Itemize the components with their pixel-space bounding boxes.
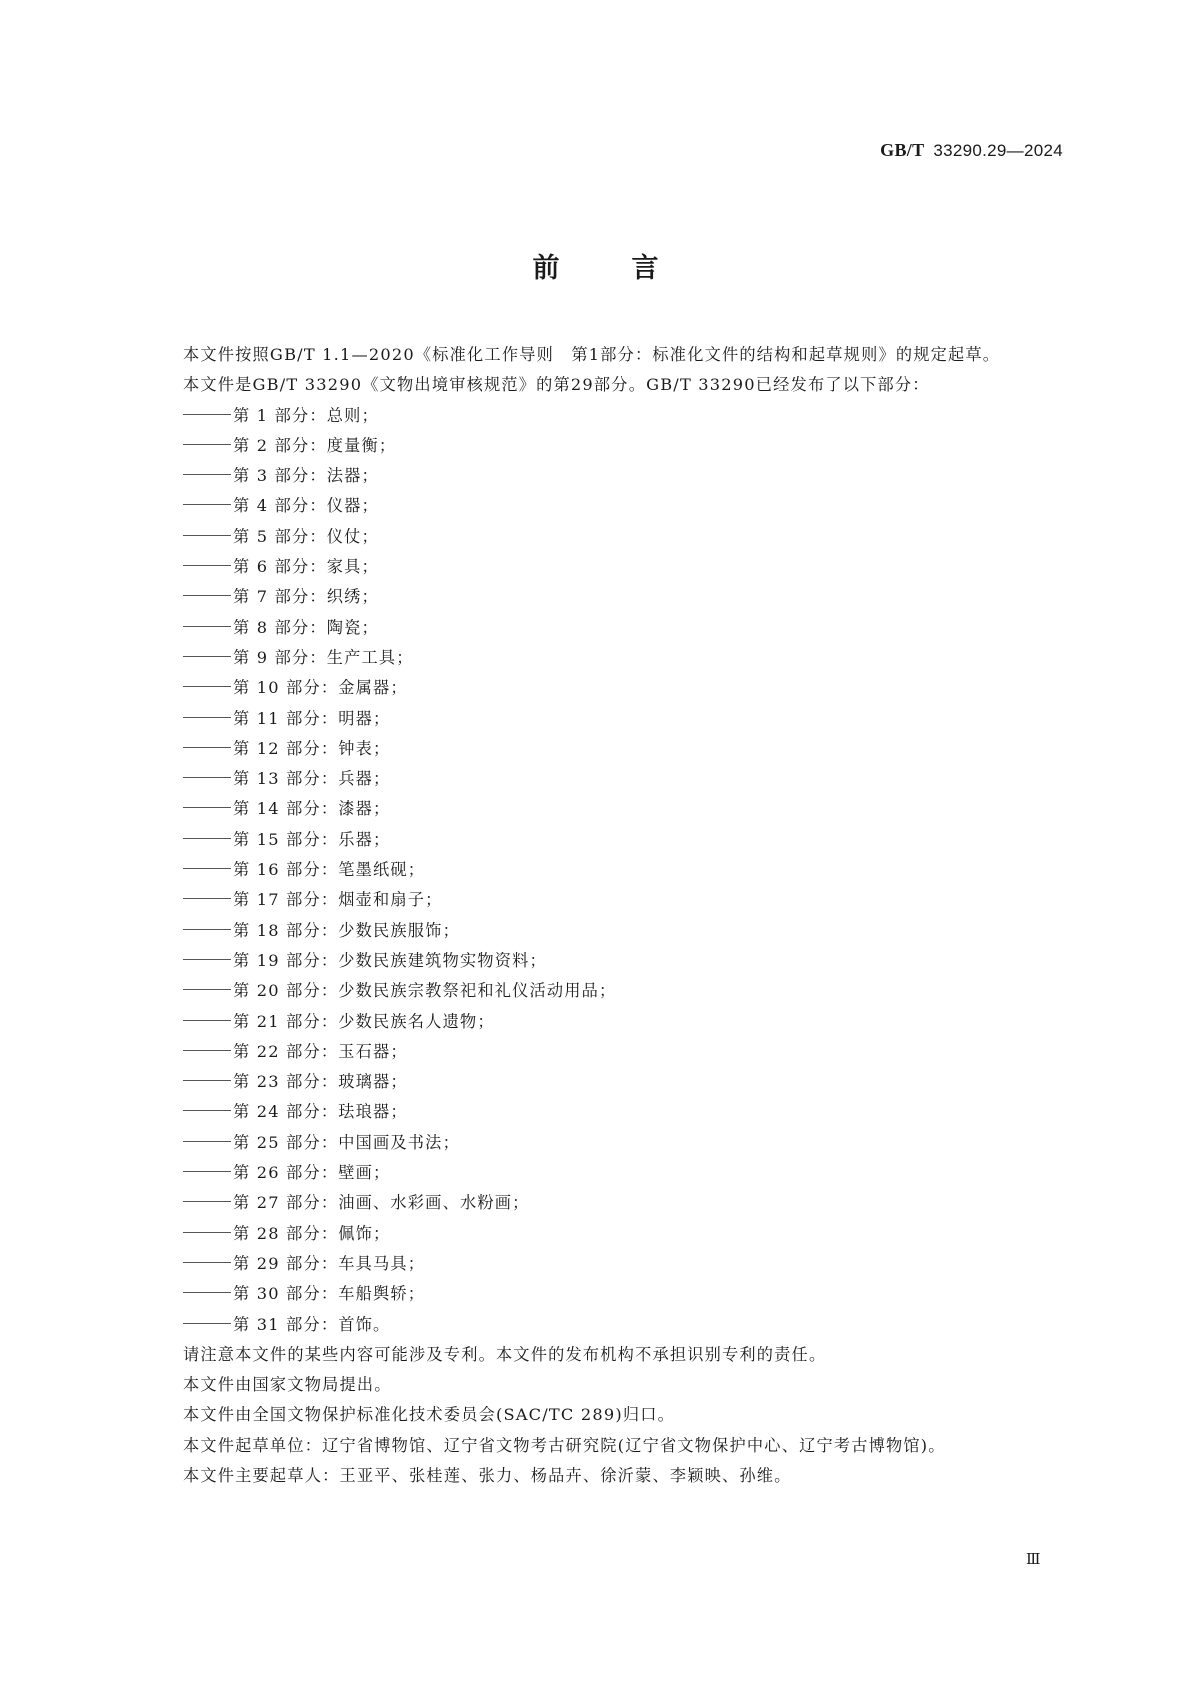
foreword-body (143, 340, 1073, 1491)
proposer-statement: 本文件由国家文物局提出。 (183, 1375, 392, 1395)
patent-notice: 请注意本文件的某些内容可能涉及专利。本文件的发布机构不承担识别专利的责任。 (183, 1344, 827, 1364)
dash-bullet-icon (183, 777, 231, 778)
list-item: 第 5 部分：仪仗； (143, 522, 1073, 552)
list-item: 第 1 部分：总则； (143, 401, 1073, 431)
dash-bullet-icon (183, 656, 231, 657)
list-item: 第 17 部分：烟壶和扇子； (143, 885, 1073, 915)
intro-paragraph-drafting-rules: 本文件按照GB/T 1.1—2020《标准化工作导则 第1部分：标准化文件的结构和起草规则》的规定起草。 (183, 345, 1001, 364)
dash-bullet-icon (183, 444, 231, 445)
dash-bullet-icon (183, 1171, 231, 1172)
list-item: 第 28 部分：佩饰； (143, 1219, 1073, 1249)
dash-bullet-icon (183, 474, 231, 475)
dash-bullet-icon (183, 989, 231, 990)
published-parts-list (143, 401, 1073, 1340)
dash-bullet-icon (183, 565, 231, 566)
dash-bullet-icon (183, 1050, 231, 1051)
list-item: 第 29 部分：车具马具； (143, 1249, 1073, 1279)
list-item: 第 15 部分：乐器； (143, 825, 1073, 855)
dash-bullet-icon (183, 686, 231, 687)
list-item: 第 9 部分：生产工具； (143, 643, 1073, 673)
list-item: 第 22 部分：玉石器； (143, 1037, 1073, 1067)
list-item: 第 7 部分：织绣； (143, 582, 1073, 612)
dash-bullet-icon (183, 1292, 231, 1293)
list-item: 第 18 部分：少数民族服饰； (143, 916, 1073, 946)
standard-number: 33290.29—2024 (933, 141, 1063, 160)
committee-statement: 本文件由全国文物保护标准化技术委员会(SAC/TC 289)归口。 (183, 1405, 676, 1425)
dash-bullet-icon (183, 807, 231, 808)
list-item: 第 11 部分：明器； (143, 704, 1073, 734)
list-item: 第 19 部分：少数民族建筑物实物资料； (143, 946, 1073, 976)
list-item: 第 13 部分：兵器； (143, 764, 1073, 794)
drafting-authors: 本文件主要起草人：王亚平、张桂莲、张力、杨品卉、徐沂蒙、李颖映、孙维。 (183, 1465, 792, 1485)
list-item: 第 27 部分：油画、水彩画、水粉画； (143, 1188, 1073, 1218)
list-item: 第 16 部分：笔墨纸砚； (143, 855, 1073, 885)
dash-bullet-icon (183, 595, 231, 596)
list-item: 第 6 部分：家具； (143, 552, 1073, 582)
list-item: 第 3 部分：法器； (143, 461, 1073, 491)
dash-bullet-icon (183, 535, 231, 536)
page-number: Ⅲ (1026, 1550, 1041, 1568)
dash-bullet-icon (183, 898, 231, 899)
dash-bullet-icon (183, 1232, 231, 1233)
dash-bullet-icon (183, 1323, 231, 1324)
list-item: 第 8 部分：陶瓷； (143, 613, 1073, 643)
dash-bullet-icon (183, 1020, 231, 1021)
dash-bullet-icon (183, 1141, 231, 1142)
dash-bullet-icon (183, 1110, 231, 1111)
standard-prefix: GB/T (880, 140, 925, 160)
list-item: 第 30 部分：车船舆轿； (143, 1279, 1073, 1309)
dash-bullet-icon (183, 838, 231, 839)
dash-bullet-icon (183, 717, 231, 718)
list-item: 第 12 部分：钟表； (143, 734, 1073, 764)
list-item: 第 24 部分：珐琅器； (143, 1097, 1073, 1127)
intro-paragraph-series-info: 本文件是GB/T 33290《文物出境审核规范》的第29部分。GB/T 33290已经发布了以下部分： (183, 375, 930, 395)
list-item: 第 21 部分：少数民族名人遗物； (143, 1007, 1073, 1037)
dash-bullet-icon (183, 959, 231, 960)
dash-bullet-icon (183, 747, 231, 748)
list-item: 第 10 部分：金属器； (143, 673, 1073, 703)
list-item: 第 2 部分：度量衡； (143, 431, 1073, 461)
list-item: 第 14 部分：漆器； (143, 794, 1073, 824)
dash-bullet-icon (183, 626, 231, 627)
list-item: 第 23 部分：玻璃器； (143, 1067, 1073, 1097)
list-item: 第 25 部分：中国画及书法； (143, 1128, 1073, 1158)
list-item: 第 31 部分：首饰。 (143, 1310, 1073, 1340)
list-item: 第 20 部分：少数民族宗教祭祀和礼仪活动用品； (143, 976, 1073, 1006)
standard-code-header (880, 140, 1063, 161)
page-title: 前言 (532, 253, 731, 284)
dash-bullet-icon (183, 504, 231, 505)
dash-bullet-icon (183, 1262, 231, 1263)
dash-bullet-icon (183, 1080, 231, 1081)
dash-bullet-icon (183, 868, 231, 869)
dash-bullet-icon (183, 929, 231, 930)
list-item: 第 4 部分：仪器； (143, 491, 1073, 521)
list-item: 第 26 部分：壁画； (143, 1158, 1073, 1188)
drafting-organizations: 本文件起草单位：辽宁省博物馆、辽宁省文物考古研究院(辽宁省文物保护中心、辽宁考古博物馆)。 (183, 1435, 946, 1455)
dash-bullet-icon (183, 1201, 231, 1202)
dash-bullet-icon (183, 414, 231, 415)
